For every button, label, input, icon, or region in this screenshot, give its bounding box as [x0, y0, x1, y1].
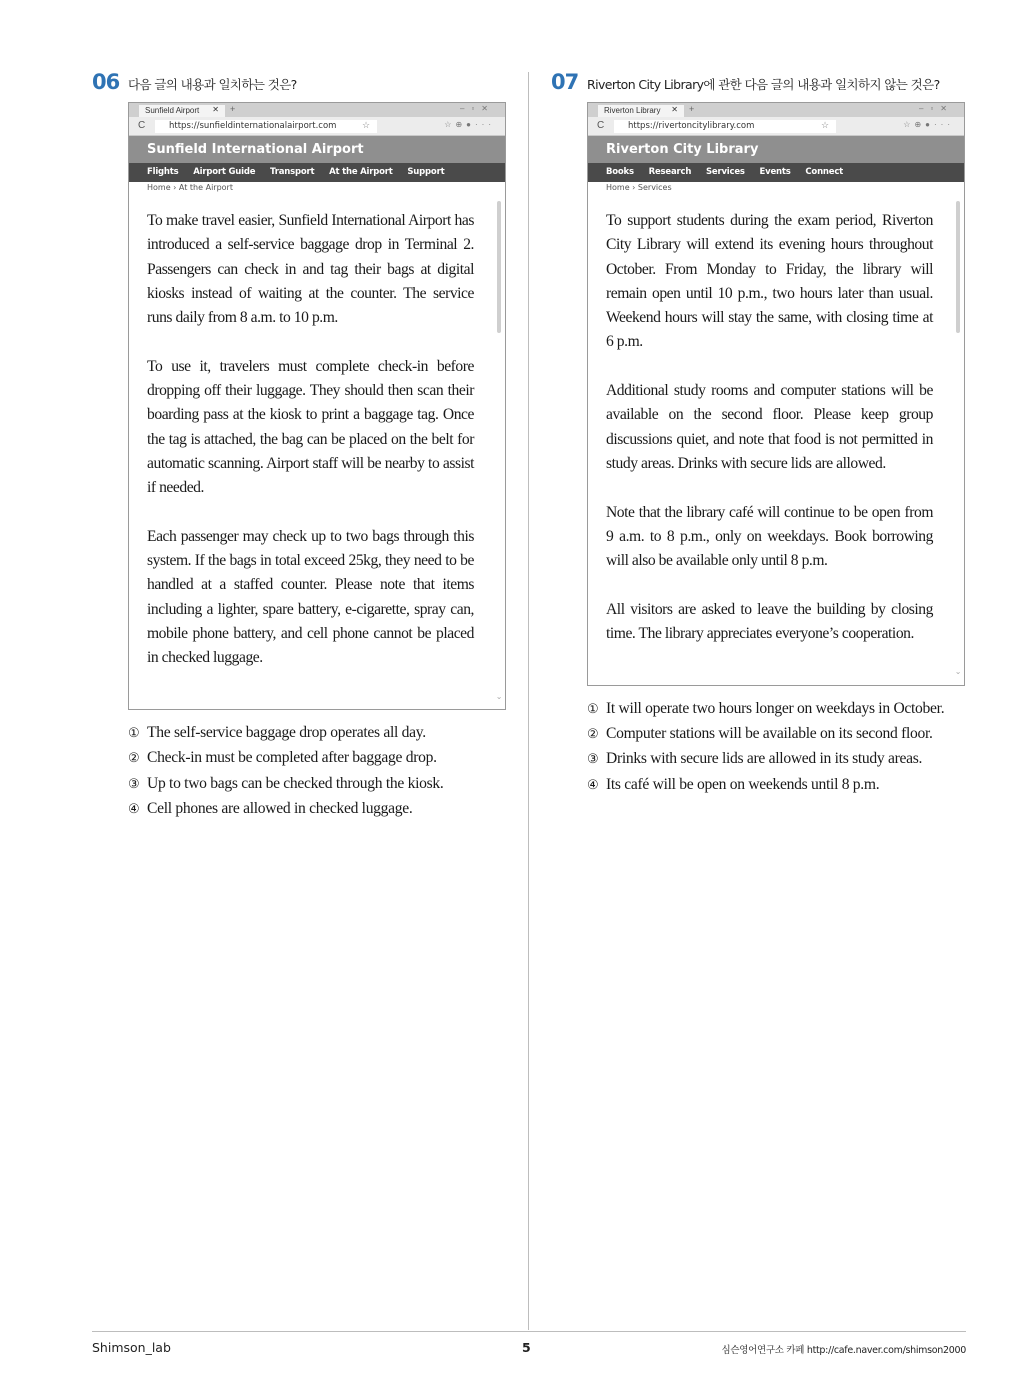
option-2 [587, 722, 981, 747]
paragraph: To support students during the exam period, Riverton City Library will extend its evening hours throughout October. From Monday to Friday, the library will remain open until 10 p.m., two hours later than usual. Weekend hours will stay the same, with closing time at 6 p.m. [606, 212, 933, 351]
option-number: ② [587, 727, 599, 743]
option-text: Drinks with secure lids are allowed in its study areas. [606, 750, 923, 768]
answer-options [128, 721, 522, 823]
option-3 [128, 772, 522, 797]
nav-item-books[interactable]: Books [606, 167, 634, 177]
url-input[interactable]: https://rivertoncitylibrary.com [614, 120, 836, 133]
scrollbar-thumb[interactable] [956, 201, 960, 333]
article-content [129, 195, 505, 709]
question-prompt: 다음 글의 내용과 일치하는 것은? [128, 77, 297, 92]
page-number: 5 [522, 1340, 531, 1355]
option-text: It will operate two hours longer on weekdays in October. [606, 699, 945, 717]
scroll-down-icon[interactable]: ⌄ [954, 667, 961, 677]
bookmark-star-icon[interactable]: ☆ [821, 120, 830, 130]
option-text: Computer stations will be available on its second floor. [606, 725, 933, 743]
nav-item-research[interactable]: Research [648, 167, 692, 177]
option-2 [128, 746, 522, 771]
option-number: ③ [587, 752, 599, 768]
option-number: ① [587, 701, 599, 717]
option-4 [587, 773, 981, 798]
window-controls-icon[interactable]: –▫✕ [460, 104, 495, 113]
option-3 [587, 747, 981, 772]
question-06 [92, 70, 522, 823]
address-bar [129, 117, 505, 136]
nav-item-support[interactable]: Support [407, 167, 445, 177]
breadcrumb[interactable]: Home › Services [606, 183, 672, 192]
nav-item-transport[interactable]: Transport [270, 167, 315, 177]
question-07 [551, 70, 981, 798]
browser-window [128, 102, 506, 710]
tab-title: Sunfield Airport [145, 106, 200, 115]
url-input[interactable]: https://sunfieldinternationalairport.com [155, 120, 377, 133]
option-number: ② [128, 751, 140, 767]
footer-divider [92, 1331, 966, 1332]
nav-item-services[interactable]: Services [705, 167, 745, 177]
option-text: The self-service baggage drop operates all day. [147, 723, 426, 741]
question-number: 07 [551, 70, 579, 94]
option-number: ④ [587, 777, 599, 793]
nav-item-at-the-airport[interactable]: At the Airport [329, 167, 393, 177]
tab-bar [588, 103, 964, 117]
nav-item-connect[interactable]: Connect [805, 167, 844, 177]
window-controls-icon[interactable]: –▫✕ [919, 104, 954, 113]
option-text: Its café will be open on weekends until 8 p.m. [606, 775, 880, 793]
paragraph: Note that the library café will continue to be open from 9 a.m. to 8 p.m., only on weekdays. Book borrowing will also be available only until 8 p.m. [606, 503, 933, 570]
site-nav [129, 163, 505, 182]
option-number: ① [128, 725, 140, 741]
option-number: ④ [128, 802, 140, 818]
option-number: ③ [128, 776, 140, 792]
option-1 [128, 721, 522, 746]
close-icon[interactable]: ✕ [671, 105, 678, 114]
option-text: Check-in must be completed after baggage drop. [147, 749, 437, 767]
option-1 [587, 697, 981, 722]
question-prompt: Riverton City Library에 관한 다음 글의 내용과 일치하지 않는 것은? [587, 77, 940, 92]
site-nav [588, 163, 964, 182]
site-title: Riverton City Library [588, 136, 964, 163]
option-text: Cell phones are allowed in checked luggage. [147, 800, 413, 818]
option-text: Up to two bags can be checked through the kiosk. [147, 774, 444, 792]
nav-item-flights[interactable]: Flights [147, 167, 179, 177]
nav-item-airport-guide[interactable]: Airport Guide [193, 167, 256, 177]
close-icon[interactable]: ✕ [212, 105, 219, 114]
option-4 [128, 797, 522, 822]
site-title: Sunfield International Airport [129, 136, 505, 163]
question-header [92, 70, 522, 96]
column-divider [528, 72, 529, 1330]
question-header [551, 70, 981, 96]
footer-brand: Shimson_lab [92, 1340, 171, 1355]
paragraph: To make travel easier, Sunfield International Airport has introduced a self-service baggage drop in Terminal 2. Passengers can check in and tag their bags at digital kiosks instead of waiting at the counter. The service runs daily from 8 a.m. to 10 p.m. [147, 212, 474, 327]
toolbar-icons[interactable]: ☆⊕●··· [903, 120, 954, 129]
scrollbar-thumb[interactable] [497, 201, 501, 333]
tab-bar [129, 103, 505, 117]
question-number: 06 [92, 70, 120, 94]
paragraph: All visitors are asked to leave the building by closing time. The library appreciates everyone’s cooperation. [606, 600, 933, 643]
breadcrumb[interactable]: Home › At the Airport [147, 183, 233, 192]
bookmark-star-icon[interactable]: ☆ [362, 120, 371, 130]
paragraph: Additional study rooms and computer stations will be available on the second floor. Please keep group discussions quiet, and note that food is not permitted in study areas. Drinks with secure lids are allowed. [606, 382, 933, 472]
new-tab-icon[interactable]: + [689, 104, 695, 114]
article-content [588, 195, 964, 685]
reload-icon[interactable]: C [138, 120, 146, 131]
new-tab-icon[interactable]: + [230, 104, 236, 114]
footer-cafe-link: 심슨영어연구소 카페 http://cafe.naver.com/shimson2000 [721, 1345, 966, 1356]
paragraph: To use it, travelers must complete check-in before dropping off their luggage. They should then scan their boarding pass at the kiosk to print a baggage tag. Once the tag is attached, the bag can be placed on the belt for automatic scanning. Airport staff will be nearby to assist if needed. [147, 357, 474, 497]
toolbar-icons[interactable]: ☆⊕●··· [444, 120, 495, 129]
tab-title: Riverton Library [604, 106, 661, 115]
browser-window [587, 102, 965, 686]
reload-icon[interactable]: C [597, 120, 605, 131]
address-bar [588, 117, 964, 136]
browser-tab[interactable] [598, 105, 684, 117]
browser-tab[interactable] [139, 105, 225, 117]
scroll-down-icon[interactable]: ⌄ [495, 691, 502, 701]
answer-options [587, 697, 981, 799]
nav-item-events[interactable]: Events [759, 167, 791, 177]
paragraph: Each passenger may check up to two bags through this system. If the bags in total exceed 25kg, they need to be handled at a staffed counter. Please note that items including a lighter, spare battery, e-cigarette, spray can, mobile phone battery, and cell phone cannot be placed in checked luggage. [147, 527, 474, 667]
